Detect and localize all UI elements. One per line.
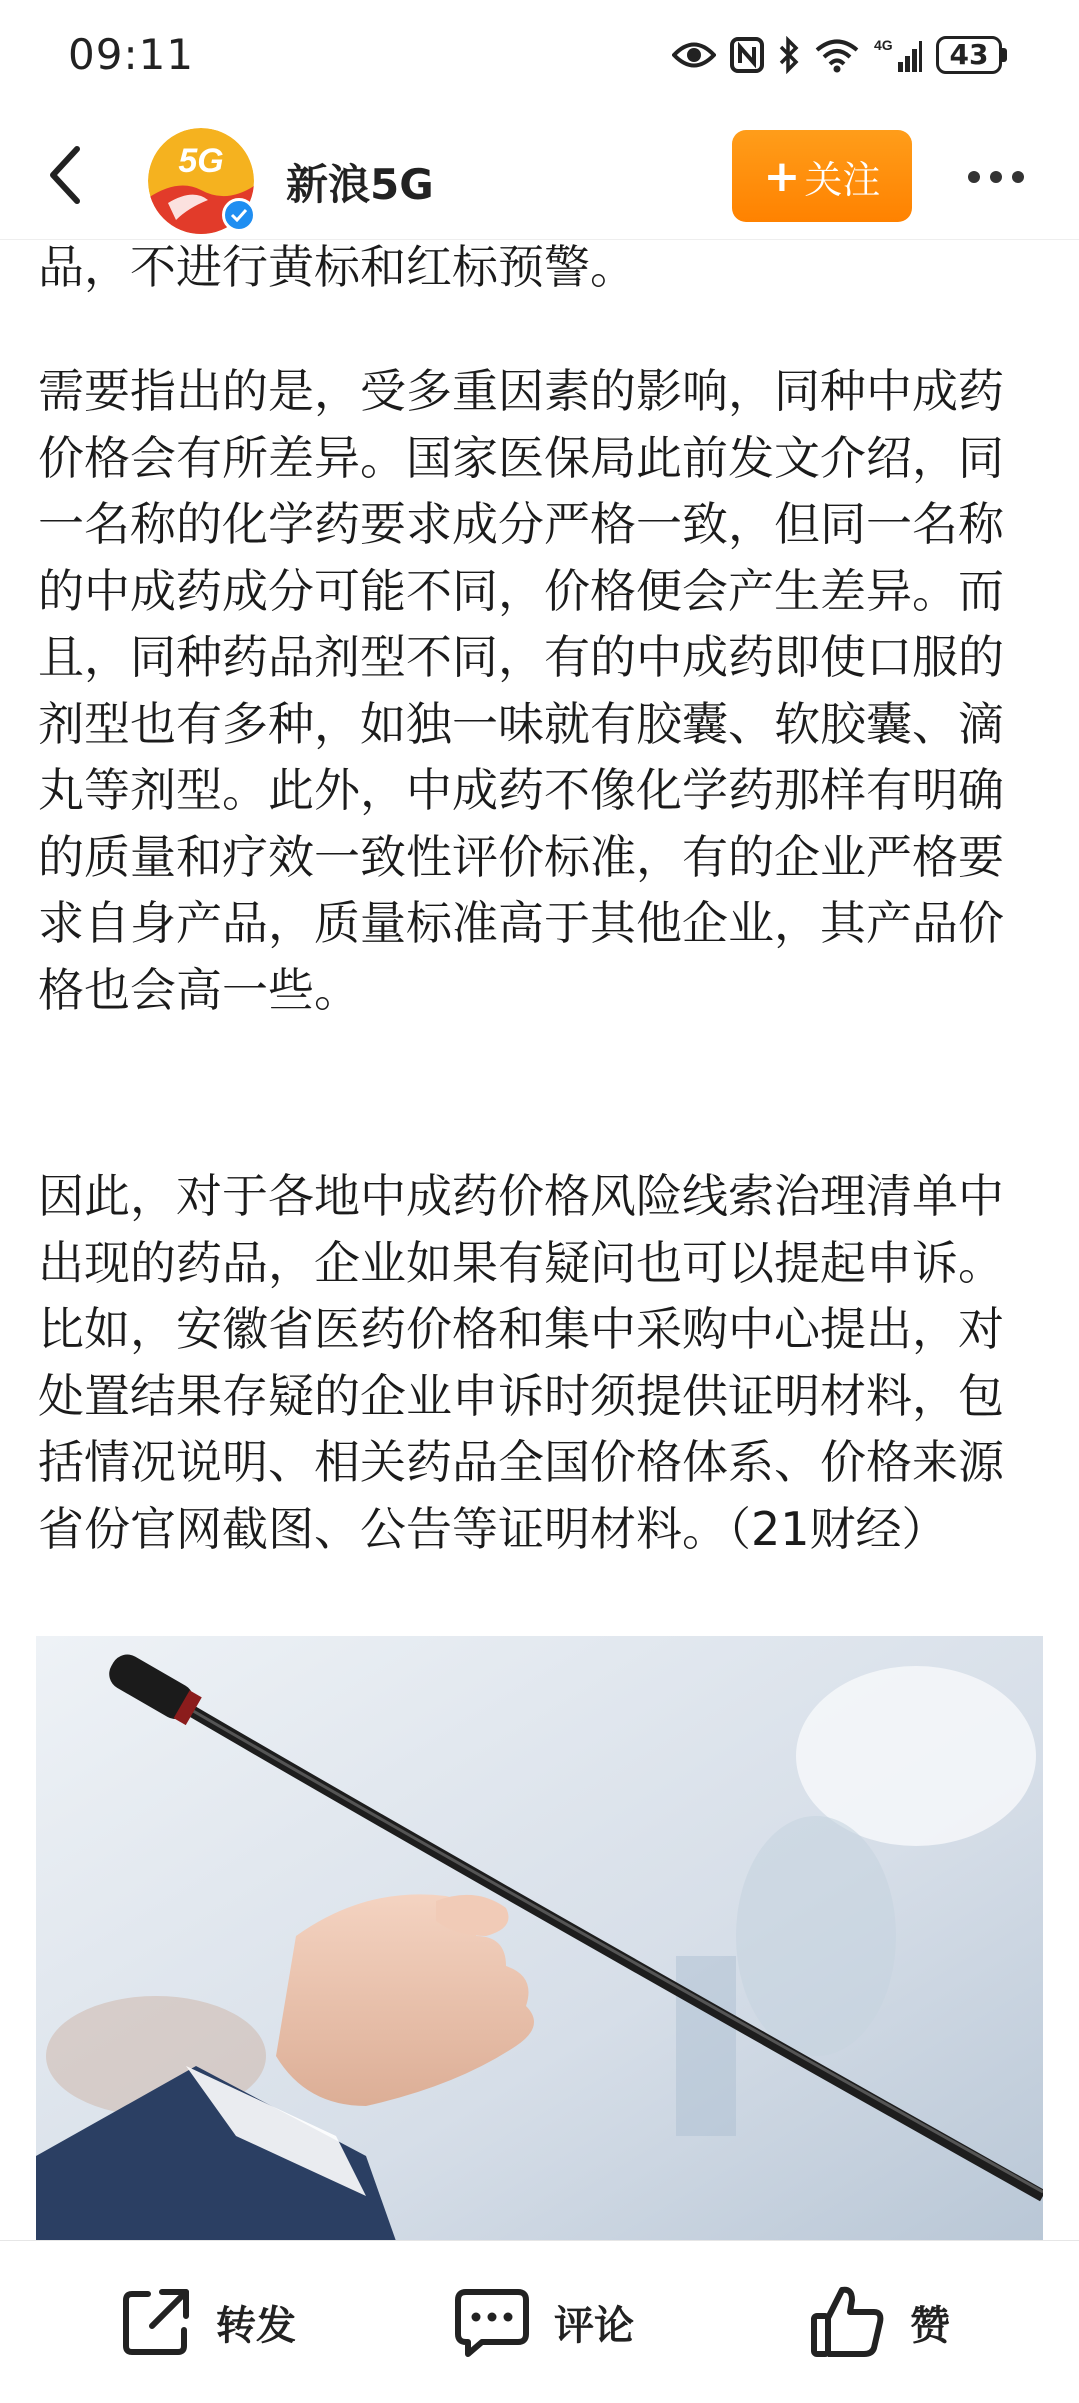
bluetooth-icon [778,36,800,74]
article-paragraph: 需要指出的是，受多重因素的影响，同种中成药价格会有所差异。国家医保局此前发文介绍，同一名称的化学药要求成分严格一致，但同一名称的中成药成分可能不同，价格便会产生差异。而且，同种药品剂型不同，有的中成药即使口服的剂型也有多种，如独一味就有胶囊、软胶囊、滴丸等剂型。此外，中成药不像化学药那样有明确的质量和疗效一致性评价标准，有的企业严格要求自身产品，质量标准高于其他企业，其产品价格也会高一些。 [38,364,1004,1017]
repost-label: 转发 [216,2302,296,2349]
more-options-button[interactable] [956,152,1036,202]
battery-indicator [936,36,1007,74]
comment-button[interactable] [452,2277,634,2367]
header [0,112,1079,240]
like-label: 赞 [910,2302,950,2349]
thumbs-up-icon [808,2282,888,2362]
share-icon [118,2284,194,2360]
wifi-icon [814,37,860,73]
article-body [0,200,1079,2240]
chevron-left-icon [45,145,85,205]
back-button[interactable] [30,140,100,210]
svg-text:5G: 5G [178,142,224,180]
eye-icon [672,40,716,70]
nfc-icon [730,37,764,73]
battery-level: 43 [936,36,1002,74]
article-partial-line: 品，不进行黄标和红标预警。 [38,240,636,294]
plus-icon: + [763,150,801,202]
verified-badge-icon [222,198,256,232]
repost-button[interactable] [118,2277,296,2367]
svg-text:4G: 4G [874,37,893,53]
bottom-toolbar [0,2240,1079,2403]
status-icons [672,30,1007,80]
comment-label: 评论 [554,2302,634,2349]
more-dots-icon [968,171,980,183]
status-bar [0,0,1079,112]
follow-label: 关注 [804,157,881,202]
account-name[interactable]: 新浪5G [286,160,434,209]
comment-icon [452,2284,532,2360]
signal-icon [874,36,922,74]
follow-button[interactable] [732,130,912,222]
status-time: 09:11 [68,30,195,79]
article-image[interactable] [36,1636,1043,2240]
article-paragraph: 因此，对于各地中成药价格风险线索治理清单中出现的药品，企业如果有疑问也可以提起申诉。比如，安徽省医药价格和集中采购中心提出，对处置结果存疑的企业申诉时须提供证明材料，包括情况说明、相关药品全国价格体系、价格来源省份官网截图、公告等证明材料。（21财经） [38,1169,1004,1556]
like-button[interactable] [808,2277,950,2367]
